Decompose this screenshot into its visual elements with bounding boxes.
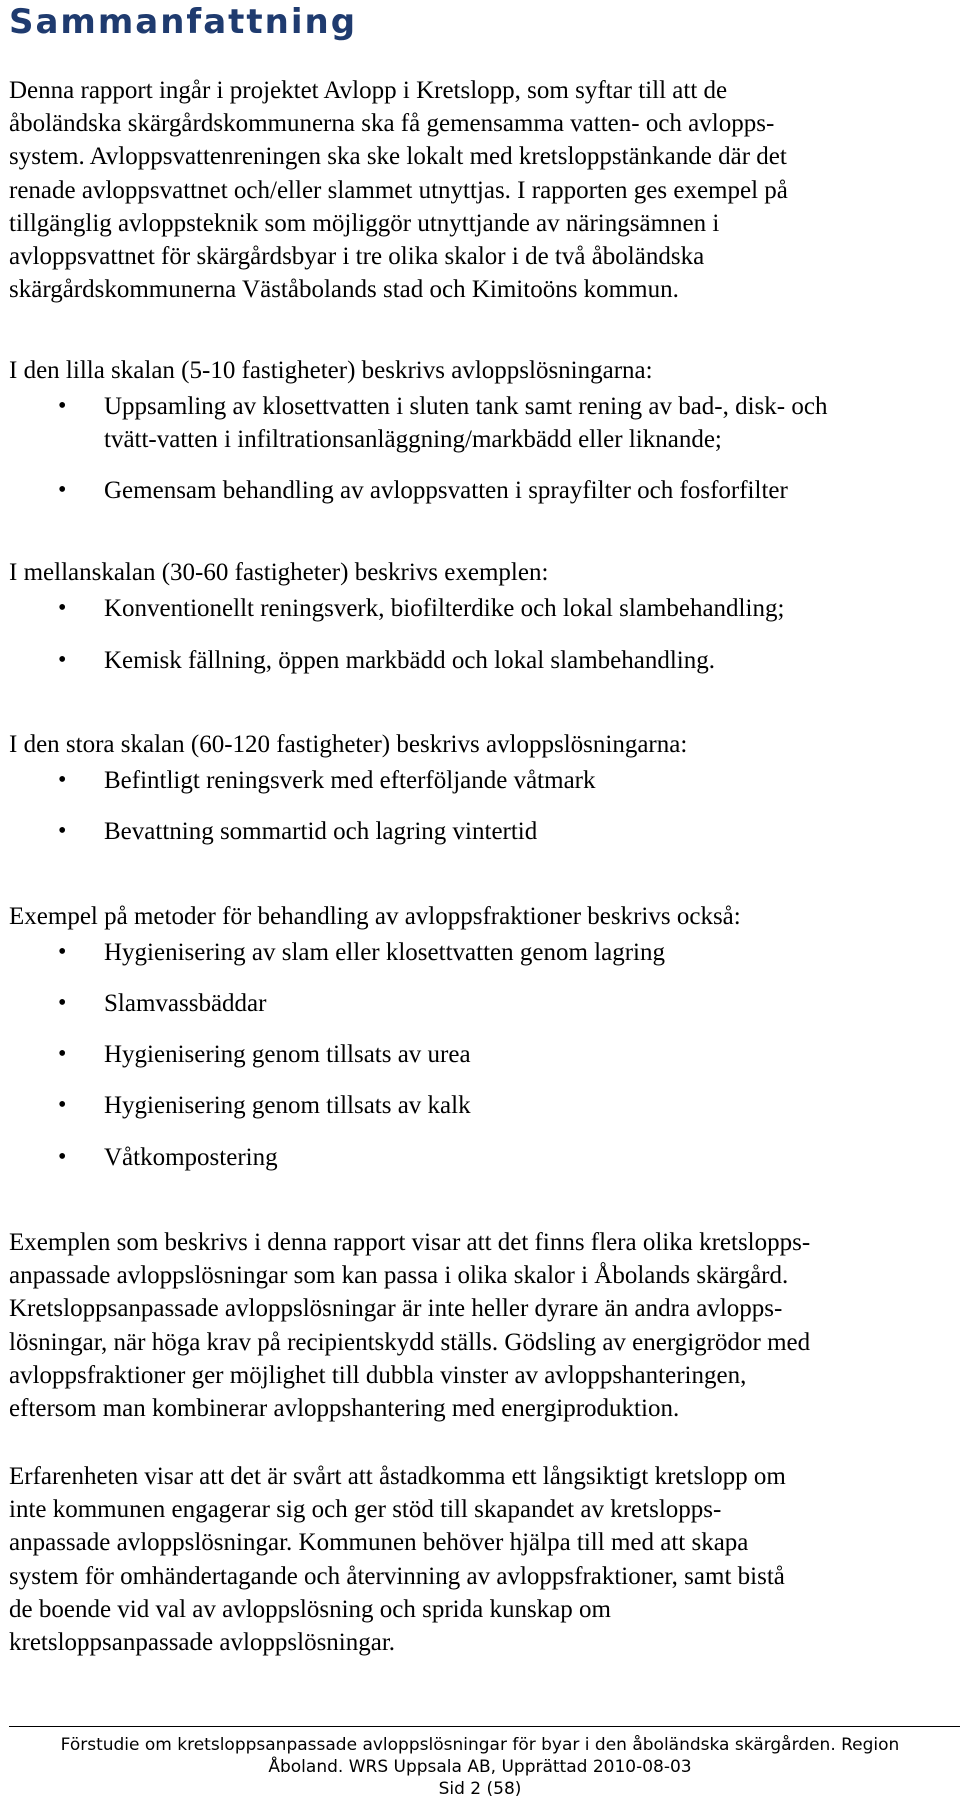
medium-scale-lead: I mellanskalan (30-60 fastigheter) beskrivs exemplen: (9, 559, 549, 586)
bullet-icon: • (58, 477, 67, 503)
list-item: Våtkompostering (104, 1144, 278, 1171)
page-number: Sid 2 (58) (438, 1779, 522, 1799)
list-item: Befintligt reningsverk med efterföljande våtmark (104, 767, 596, 794)
bullet-icon: • (58, 1092, 67, 1118)
bullet-icon: • (58, 595, 67, 621)
bullet-icon: • (58, 990, 67, 1016)
list-item: Kemisk fällning, öppen markbädd och lokal slambehandling. (104, 647, 715, 674)
footer-text: Åboland. WRS Uppsala AB, Upprättad 2010-08-03 (268, 1757, 692, 1777)
bullet-icon: • (58, 939, 67, 965)
list-item: Konventionellt reningsverk, biofilterdike och lokal slambehandling; (104, 595, 785, 622)
conclusion-paragraph: Erfarenheten visar att det är svårt att åstadkomma ett långsiktigt kretslopp om inte kommunen engagerar sig och ger stöd till skapandet av kretslopps- anpassade avloppslösningar. Kommunen behöver hjälpa till med att skapa system för omhändertagande och återvinning av avloppsfraktioner, samt bistå de boende vid val av avloppslösning och sprida kunskap om kretsloppsanpassade avloppslösningar. (9, 1463, 786, 1657)
intro-paragraph: Denna rapport ingår i projektet Avlopp i Kretslopp, som syftar till att de åboländska skärgårdskommunerna ska få gemensamma vatten- och avlopps- system. Avloppsvattenreningen ska ske lokalt med kretsloppstänkande där det renade avloppsvattnet och/eller slammet utnyttjas. I rapporten ges exempel på tillgänglig avloppsteknik som möjliggör utnyttjande av näringsämnen i avloppsvattnet för skärgårdsbyar i tre olika skalor i de två åboländska skärgårdskommunerna Väståbolands stad och Kimitoöns kommun. (9, 77, 788, 304)
list-item: Hygienisering av slam eller klosettvatten genom lagring (104, 939, 665, 966)
large-scale-lead: I den stora skalan (60-120 fastigheter) beskrivs avloppslösningarna: (9, 731, 688, 758)
footer-text: Förstudie om kretsloppsanpassade avloppslösningar för byar i den åboländska skärgården. Region (60, 1735, 900, 1755)
methods-lead: Exempel på metoder för behandling av avloppsfraktioner beskrivs också: (9, 903, 741, 930)
list-item: Uppsamling av klosettvatten i sluten tank samt rening av bad-, disk- och tvätt-vatten i infiltrationsanläggning/markbädd eller liknande; (104, 393, 828, 453)
small-scale-lead: I den lilla skalan (5-10 fastigheter) beskrivs avloppslösningarna: (9, 357, 653, 384)
bullet-icon: • (58, 1144, 67, 1170)
footer-divider (9, 1726, 960, 1727)
list-item: Hygienisering genom tillsats av urea (104, 1041, 471, 1068)
conclusion-paragraph: Exemplen som beskrivs i denna rapport visar att det finns flera olika kretslopps- anpassade avloppslösningar som kan passa i olika skalor i Åbolands skärgård. Kretsloppsanpassade avloppslösningar är inte heller dyrare än andra avlopps- lösningar, när höga krav på recipientskydd ställs. Gödsling av energigrödor med avloppsfraktioner ger möjlighet till dubbla vinster av avloppshanteringen, eftersom man kombinerar avloppshantering med energiproduktion. (9, 1229, 811, 1423)
list-item: Bevattning sommartid och lagring vintertid (104, 818, 538, 845)
bullet-icon: • (58, 393, 67, 419)
bullet-icon: • (58, 818, 67, 844)
list-item: Slamvassbäddar (104, 990, 267, 1017)
bullet-icon: • (58, 1041, 67, 1067)
bullet-icon: • (58, 767, 67, 793)
list-item: Hygienisering genom tillsats av kalk (104, 1092, 471, 1119)
bullet-icon: • (58, 647, 67, 673)
page-title: Sammanfattning (9, 2, 358, 42)
list-item: Gemensam behandling av avloppsvatten i sprayfilter och fosforfilter (104, 477, 788, 504)
